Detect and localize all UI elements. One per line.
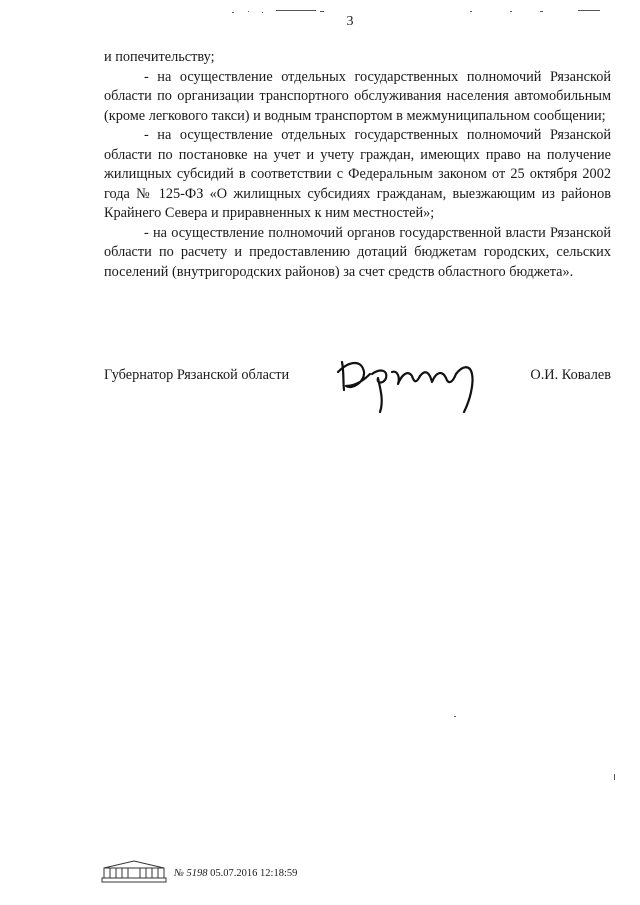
- paragraph-item: - на осуществление отдельных государственных полномочий Рязанской области по постановке на учет и учету граждан, имеющих право на получение жилищных субсидий в соответствии с Федеральным законом от 25 октября 2002 года № 125-ФЗ «О жилищных субсидиях гражданам, выезжающим из районов Крайнего Севера и приравненных к ним местностей»;: [104, 127, 611, 221]
- building-logo-icon: [100, 858, 168, 884]
- page-number: 3: [346, 14, 354, 29]
- signature-icon: [332, 350, 502, 420]
- paragraph-item: - на осуществление отдельных государственных полномочий Рязанской области по организации транспортного обслуживания населения автомобильным (кроме легкового такси) и водным транспортом в межмуниципальном сообщении;: [104, 68, 611, 124]
- paragraph-continuation: и попечительству;: [104, 49, 215, 65]
- signer-name: О.И. Ковалев: [530, 367, 611, 383]
- document-body: [104, 48, 611, 282]
- signature-block: [104, 350, 611, 430]
- paragraph-item: - на осуществление полномочий органов государственной власти Рязанской области по расчету и предоставлению дотаций бюджетам городских, сельских поселений (внутригородских районов) за счет средств областного бюджета».: [104, 224, 611, 280]
- document-timestamp: 05.07.2016 12:18:59: [210, 868, 298, 879]
- signer-title: Губернатор Рязанской области: [104, 367, 290, 383]
- document-stamp: [174, 868, 297, 879]
- document-footer: [100, 858, 400, 888]
- document-number: № 5198: [174, 868, 208, 879]
